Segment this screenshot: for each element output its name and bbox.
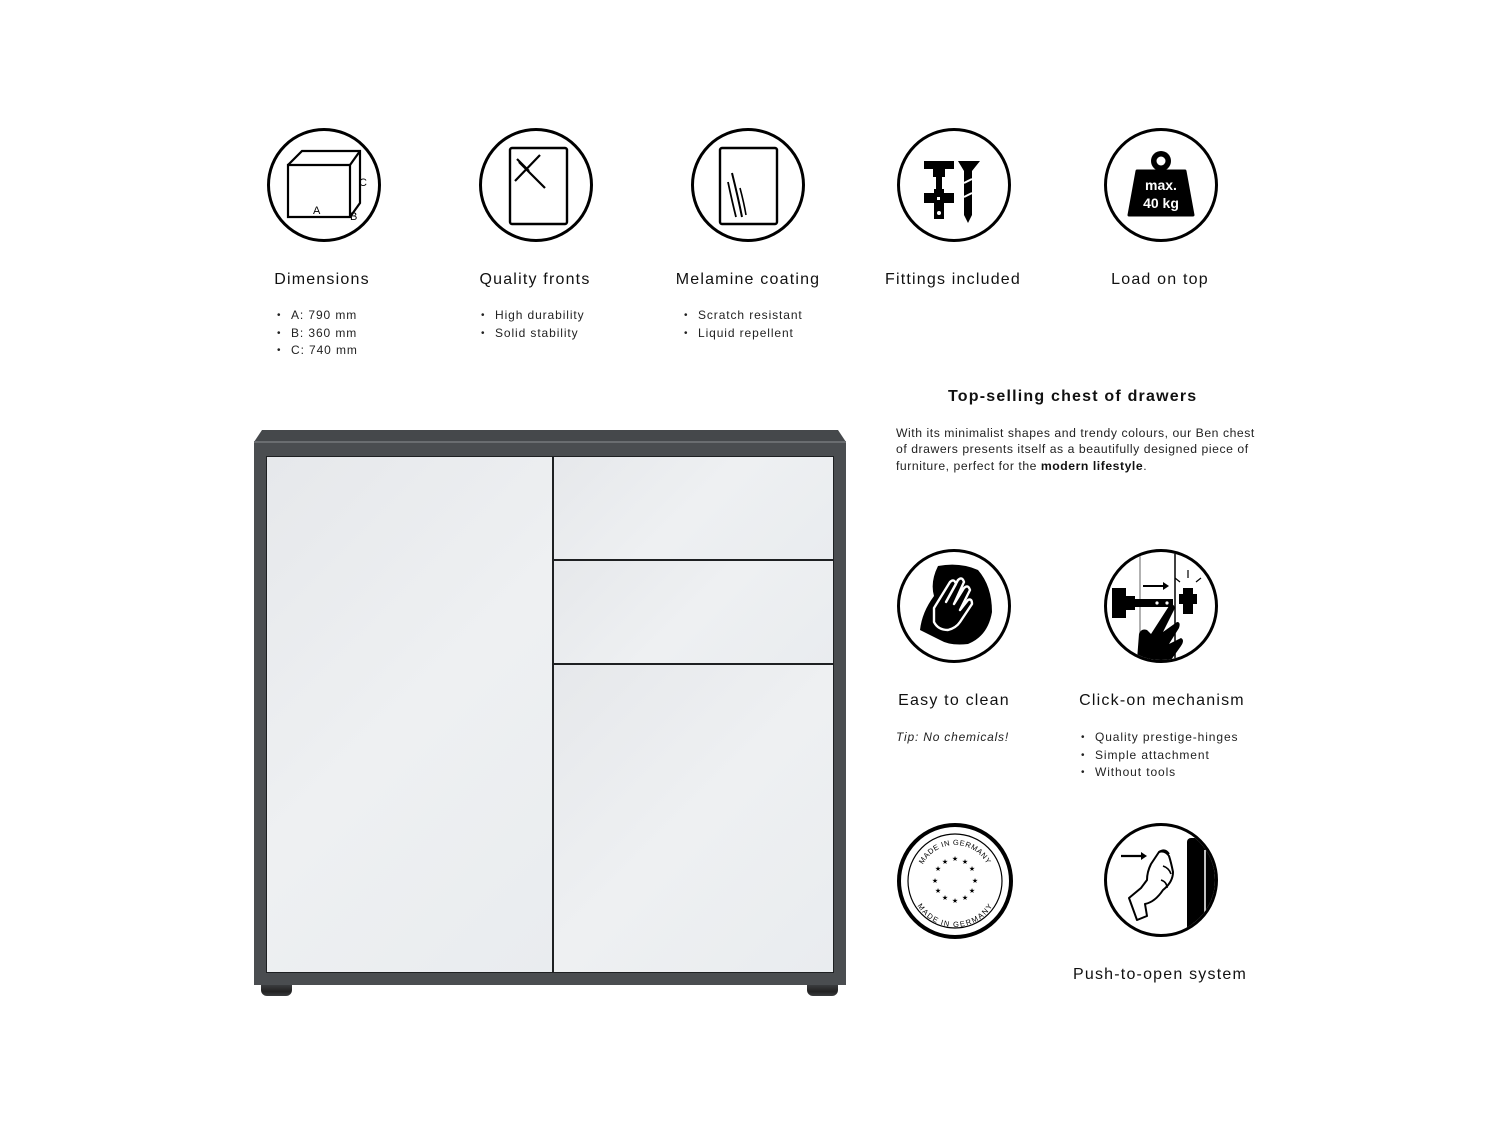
cube-label-c: C — [359, 177, 367, 189]
dimension-b: • B: 360 mm — [277, 325, 358, 343]
svg-text:★: ★ — [968, 865, 976, 873]
bullet-without-tools: • Without tools — [1081, 764, 1238, 782]
melamine-list — [684, 307, 803, 342]
svg-text:★: ★ — [931, 877, 939, 885]
made-in-germany-seal-icon — [897, 823, 1013, 939]
svg-text:★: ★ — [951, 897, 959, 905]
bullet-scratch-resistant: • Scratch resistant — [684, 307, 803, 325]
easy-to-clean-tip: Tip: No chemicals! — [896, 730, 1009, 744]
cabinet-left-door — [266, 456, 553, 973]
quality-fronts-list — [481, 307, 585, 342]
product-description — [896, 425, 1266, 474]
cube-label-b: B — [350, 211, 358, 223]
description-bold: modern lifestyle — [1040, 458, 1144, 473]
feature-title-quality-fronts: Quality fronts — [479, 271, 591, 288]
quality-front-panel-icon — [479, 128, 593, 242]
weight-icon — [1104, 128, 1218, 242]
cleaning-hand-icon — [897, 549, 1011, 663]
dimension-a: • A: 790 mm — [277, 307, 358, 325]
weight-label-kg: 40 kg — [1143, 195, 1179, 211]
feature-title-melamine-coating: Melamine coating — [675, 271, 821, 288]
dimension-c: • C: 740 mm — [277, 342, 358, 360]
description-end: . — [1143, 458, 1148, 473]
feature-title-load-on-top: Load on top — [1111, 271, 1209, 288]
cube-label-a: A — [313, 205, 321, 217]
feature-title-fittings-included: Fittings included — [884, 271, 1022, 288]
seal-text-bottom: MADE IN GERMANY — [915, 901, 995, 930]
svg-text:★: ★ — [961, 858, 969, 866]
svg-text:★: ★ — [961, 894, 969, 902]
svg-text:★: ★ — [941, 894, 949, 902]
bullet-prestige-hinges: • Quality prestige-hinges — [1081, 729, 1238, 747]
dimensions-list — [277, 307, 358, 360]
weight-label-max: max. — [1145, 177, 1177, 193]
feature-title-easy-to-clean: Easy to clean — [898, 692, 1010, 709]
cabinet-top-edge — [254, 441, 846, 443]
cabinet-middle-drawer — [553, 560, 834, 664]
click-on-list — [1081, 729, 1238, 782]
svg-text:★: ★ — [941, 858, 949, 866]
click-on-hinge-icon — [1104, 549, 1218, 663]
description-text: With its minimalist shapes and trendy colours, our Ben chest of drawers presents itself as a beautifully designed piece of furniture, perfect for the — [896, 426, 1255, 473]
scratch-panel-icon — [691, 128, 805, 242]
svg-text:★: ★ — [951, 855, 959, 863]
cabinet-foot-left — [261, 985, 292, 996]
dimensions-cube-icon — [267, 128, 381, 242]
bullet-high-durability: • High durability — [481, 307, 585, 325]
svg-text:★: ★ — [934, 887, 942, 895]
feature-title-click-on-mechanism: Click-on mechanism — [1079, 692, 1245, 709]
bullet-simple-attachment: • Simple attachment — [1081, 747, 1238, 765]
product-heading: Top-selling chest of drawers — [948, 388, 1198, 405]
svg-text:★: ★ — [971, 877, 979, 885]
cabinet-top-drawer — [553, 456, 834, 560]
push-to-open-icon — [1104, 823, 1218, 937]
feature-title-dimensions: Dimensions — [274, 271, 370, 288]
bullet-solid-stability: • Solid stability — [481, 325, 585, 343]
bullet-liquid-repellent: • Liquid repellent — [684, 325, 803, 343]
feature-title-push-to-open: Push-to-open system — [1073, 966, 1247, 983]
svg-text:★: ★ — [934, 865, 942, 873]
svg-text:MADE IN GERMANY — [916, 902, 995, 929]
cabinet-right-door — [553, 664, 834, 973]
cabinet-foot-right — [807, 985, 838, 996]
svg-text:★: ★ — [968, 887, 976, 895]
seal-text-top: MADE IN GERMANY — [916, 837, 994, 866]
hinge-and-screw-icon — [897, 128, 1011, 242]
